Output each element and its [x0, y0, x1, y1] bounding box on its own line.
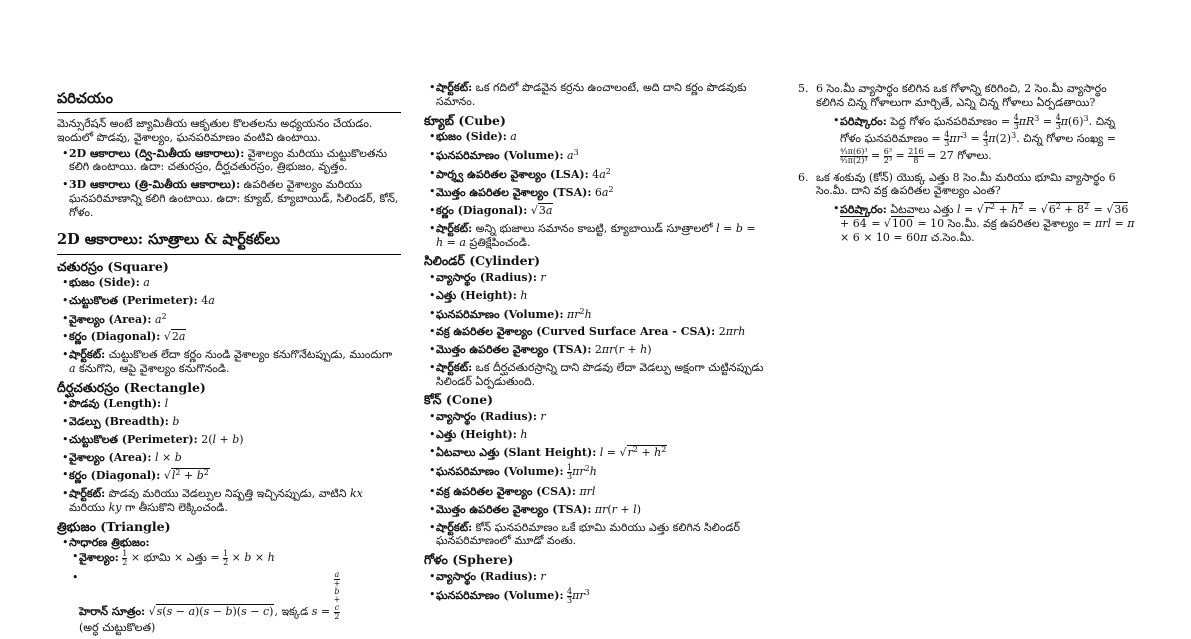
list-item: • షార్ట్‌కట్: పొడవు మరియు వెడల్పుల నిష్పత్తి ఇచ్చినప్పుడు, వాటిని kx మరియు ky గా తీసుకొని లెక్కించండి. — [69, 487, 401, 515]
column-right — [798, 78, 1138, 250]
formula-label: మొత్తం ఉపరితల వైశాల్యం (TSA): — [436, 502, 592, 516]
formula-label: పొడవు (Length): — [69, 397, 162, 411]
list-item: • పొడవు (Length): l — [69, 397, 401, 411]
triangle-heading: త్రిభుజం (Triangle) — [57, 518, 171, 534]
list-item: • పార్శ్వ ఉపరితల వైశాల్యం (LSA): $4a^2$ — [436, 167, 766, 182]
list-item: • మొత్తం ఉపరితల వైశాల్యం (TSA): πr(r + l) — [436, 503, 766, 517]
triangle-list — [57, 536, 401, 635]
solution-text: . చిన్న గోళాల సంఖ్య = — [1016, 131, 1116, 145]
shortcut-text: ఒక గదిలో పొడవైన కర్రను ఉంచాలంటే, అది దాని కర్ణం పొడవుకు సమానం. — [436, 81, 747, 108]
formula-label: ఎత్తు (Height): — [436, 427, 517, 441]
shortcut-label: షార్ట్‌కట్: — [69, 348, 106, 362]
list-item: • ఏటవాలు ఎత్తు (Slant Height): $l = √r^2 + h^2$ — [436, 445, 766, 460]
formula-label: వక్ర ఉపరితల వైశాల్యం (Curved Surface Area - CSA): — [436, 325, 716, 339]
bullet-text: వైశాల్యం మరియు చుట్టుకొలతను కలిగి ఉంటాయి. ఉదా: చతురస్రం, దీర్ఘచతురస్రం, త్రిభుజం, వృత్తం. — [69, 146, 388, 174]
square-heading: చతురస్రం (Square) — [57, 258, 169, 274]
list-item — [436, 81, 766, 109]
shortcut-text: కనుగొని, ఆపై వైశాల్యం కనుగొనండి. — [75, 361, 230, 375]
formula-label: కర్ణం (Diagonal): — [436, 204, 528, 218]
shortcut-text: కోన్ ఘనపరిమాణం ఒకే భూమి మరియు ఎత్తు కలిగిన సిలిండర్ ఘనపరిమాణంలో మూడో వంతు. — [436, 520, 740, 548]
formula-label: భుజం (Side): — [436, 130, 507, 144]
list-item — [69, 536, 401, 635]
solution-text: చ.సెం.మీ. — [927, 230, 975, 244]
section-heading-2d: 2D ఆకారాలు: సూత్రాలు & షార్ట్‌కట్‌లు — [57, 231, 401, 254]
list-item: • భుజం (Side): a — [436, 130, 766, 144]
list-item: • వైశాల్యం (Area): $a^2$ — [69, 312, 401, 327]
formula-label: వ్యాసార్థం (Radius): — [436, 569, 537, 583]
shortcut-label: షార్ట్‌కట్: — [436, 520, 473, 534]
solution-label: పరిష్కారం: — [840, 203, 887, 216]
rectangle-list — [57, 397, 401, 514]
intro-list — [57, 147, 401, 220]
question-number: 6. — [798, 170, 809, 184]
list-item: • ఎత్తు (Height): h — [436, 428, 766, 442]
formula-label: ఘనపరిమాణం (Volume): — [436, 148, 564, 162]
sphere-heading: గోళం (Sphere) — [424, 552, 514, 568]
cone-list — [424, 410, 766, 548]
shortcut-label: షార్ట్‌కట్: — [69, 487, 106, 500]
solution-list — [816, 114, 1138, 165]
sphere-list — [424, 570, 766, 605]
list-item: • వ్యాసార్థం (Radius): r — [436, 570, 766, 584]
list-item: • కర్ణం (Diagonal): √3a — [436, 204, 766, 218]
shortcut-text: ఒక దీర్ఘచతురస్రాన్ని దాని పొడవు లేదా వెడల్పు అక్షంగా చుట్టినప్పుడు సిలిండర్ ఏర్పడుతుంది. — [436, 360, 764, 388]
cube-heading: క్యూబ్ (Cube) — [424, 112, 506, 128]
formula-label: ఎత్తు (Height): — [436, 288, 517, 302]
solution-text: = 10 సెం.మీ. వక్ర ఉపరితల వైశాల్యం = — [913, 216, 1096, 230]
formula-label: వైశాల్యం (Area): — [69, 450, 152, 464]
square-list — [57, 276, 401, 376]
shortcut-text: ప్రతిక్షేపించండి. — [465, 235, 531, 249]
question-text: 6 సెం.మీ వ్యాసార్థం కలిగిన ఒక గోళాన్ని కరిగించి, 2 సెం.మీ వ్యాసార్థం కలిగిన చిన్న గోళాలుగా మార్చితే, ఎన్ని చిన్న గోళాలు ఏర్పడతాయి? — [816, 82, 1107, 109]
formula-label: ఘనపరిమాణం (Volume): — [436, 465, 564, 479]
list-item: • వెడల్పు (Breadth): b — [69, 415, 401, 429]
cylinder-heading: సిలిండర్ (Cylinder) — [424, 253, 541, 269]
list-item: • ఘనపరిమాణం (Volume): $\pi r^2h$ — [436, 307, 766, 322]
cone-heading: కోన్ (Cone) — [424, 392, 494, 408]
intro-heading: పరిచయం — [57, 90, 401, 113]
question-item — [798, 170, 1138, 245]
formula-label: ఘనపరిమాణం (Volume): — [436, 588, 564, 602]
formula-label: వ్యాసార్థం (Radius): — [436, 271, 537, 284]
shortcut-text: మరియు — [69, 500, 109, 514]
solution-label: పరిష్కారం: — [840, 114, 887, 128]
list-item: • చుట్టుకొలత (Perimeter): 2(l + b) — [69, 433, 401, 447]
formula-label: వక్ర ఉపరితల వైశాల్యం (CSA): — [436, 485, 576, 499]
formula-label: చుట్టుకొలత (Perimeter): — [69, 432, 198, 446]
formula-label: పార్శ్వ ఉపరితల వైశాల్యం (LSA): — [436, 167, 589, 181]
list-item: • ఘనపరిమాణం (Volume): $\frac{1}{3}$ $\pi r^2h$ — [436, 464, 766, 481]
shortcut-text: చుట్టుకొలత లేదా కర్ణం నుండి వైశాల్యం కనుగొనేటప్పుడు, ముందుగా — [105, 348, 393, 362]
list-item: • ఘనపరిమాణం (Volume): $\frac{4}{3}$ $\pi r^3$ — [436, 588, 766, 605]
solution-item: • పరిష్కారం: ఏటవాలు ఎత్తు $l = √r^2 + h^2 = √6^2 + 8^2 = √36 + 64 = √100 = 10$ సెం.మీ. వక్ర ఉపరితల వైశాల్యం = πrl = π × 6 × 10 = 60π చ.సెం.మీ. — [840, 202, 1138, 244]
cube-list — [424, 130, 766, 249]
solution-text: = 27 గోళాలు. — [923, 148, 992, 162]
formula-label: వ్యాసార్థం (Radius): — [436, 409, 537, 423]
solution-text: . చిన్న గోళం ఘనపరిమాణం = — [840, 114, 1116, 145]
list-item: • కర్ణం (Diagonal): $√l^2 + b^2$ — [69, 468, 401, 483]
question-list — [798, 82, 1138, 244]
list-item: • ఘనపరిమాణం (Volume): $a^3$ — [436, 148, 766, 163]
list-item: • షార్ట్‌కట్: చుట్టుకొలత లేదా కర్ణం నుండి వైశాల్యం కనుగొనేటప్పుడు, ముందుగా a కనుగొని, ఆపై వైశాల్యం కనుగొనండి. — [69, 348, 401, 376]
list-item: • వక్ర ఉపరితల వైశాల్యం (CSA): πrl — [436, 485, 766, 499]
list-item: • వక్ర ఉపరితల వైశాల్యం (Curved Surface Area - CSA): 2πrh — [436, 325, 766, 339]
question-number: 5. — [798, 82, 809, 95]
shortcut-text: అన్ని భుజాలు సమానం కాబట్టి, క్యూబాయిడ్ సూత్రాలలో — [472, 221, 717, 235]
list-item: • వ్యాసార్థం (Radius): r — [436, 271, 766, 285]
list-item: • భుజం (Side): a — [69, 276, 401, 290]
bullet-label: 2D ఆకారాలు (ద్వి-మితీయ ఆకారాలు): — [69, 146, 245, 160]
bullet-label: 3D ఆకారాలు (త్రి-మితీయ ఆకారాలు): — [69, 178, 241, 192]
formula-label: ఏటవాలు ఎత్తు (Slant Height): — [436, 446, 597, 460]
list-item: • మొత్తం ఉపరితల వైశాల్యం (TSA): 2πr(r + h) — [436, 343, 766, 357]
column-left — [57, 78, 401, 639]
formula-label: ఘనపరిమాణం (Volume): — [436, 307, 564, 321]
formula-label: మొత్తం ఉపరితల వైశాల్యం (TSA): — [436, 186, 592, 200]
formula-label: కర్ణం (Diagonal): — [69, 469, 161, 483]
list-item — [436, 361, 766, 389]
shortcut-text: పొడవు మరియు వెడల్పుల నిష్పత్తి ఇచ్చినప్పుడు, వాటిని — [105, 487, 350, 500]
list-item — [436, 521, 766, 549]
formula-label: హెరాన్ సూత్రం: — [79, 604, 146, 618]
formula-label: కర్ణం (Diagonal): — [69, 330, 161, 344]
formula-label: చుట్టుకొలత (Perimeter): — [69, 293, 198, 307]
shortcut-text: గా తీసుకొని లెక్కించండి. — [121, 500, 228, 514]
list-item — [69, 178, 401, 219]
solution-text: పెద్ద గోళం ఘనపరిమాణం = — [886, 114, 1014, 128]
list-item: • వైశాల్యం: $\frac{1}{2}$ × భూమి × ఎత్తు = $\frac{1}{2}$ × b × h — [79, 550, 401, 567]
formula-label: వైశాల్యం (Area): — [69, 312, 152, 326]
list-item: • ఎత్తు (Height): h — [436, 289, 766, 303]
intro-paragraph: మెన్సురేషన్ అంటే జ్యామితీయ ఆకృతుల కొలతలను అధ్యయనం చేయడం. ఇందులో పొడవు, వైశాల్యం, ఘనపరిమాణం వంటివి ఉంటాయి. — [57, 117, 373, 144]
formula-text: , ఇక్కడ — [274, 604, 312, 618]
formula-label: వెడల్పు (Breadth): — [69, 415, 169, 428]
formula-label: భుజం (Side): — [69, 276, 140, 290]
top-shortcut-list — [424, 81, 766, 109]
rectangle-heading: దీర్ఘచతురస్రం (Rectangle) — [57, 379, 206, 395]
formula-text: × భూమి × ఎత్తు = — [127, 550, 224, 564]
bullet-text: ఉపరితల వైశాల్యం మరియు ఘనపరిమాణాన్ని కలిగి ఉంటాయి. ఉదా: క్యూబ్, క్యూబాయిడ్, సిలిండర్, కోన్, గోళం. — [69, 178, 399, 219]
shortcut-label: షార్ట్‌కట్: — [436, 81, 473, 94]
formula-label: మొత్తం ఉపరితల వైశాల్యం (TSA): — [436, 343, 592, 356]
list-item — [69, 147, 401, 175]
solution-list — [816, 202, 1138, 244]
list-item: • మొత్తం ఉపరితల వైశాల్యం (TSA): $6a^2$ — [436, 185, 766, 200]
question-text: ఒక శంకువు (కోన్) యొక్క ఎత్తు 8 సెం.మీ మరియు భూమి వ్యాసార్థం 6 సెం.మీ. దాని వక్ర ఉపరితల వైశాల్యం ఎంత? — [816, 170, 1116, 198]
list-item: • వ్యాసార్థం (Radius): r — [436, 410, 766, 424]
list-item: • షార్ట్‌కట్: అన్ని భుజాలు సమానం కాబట్టి, క్యూబాయిడ్ సూత్రాలలో l = b = h = a ప్రతిక్షేపించండి. — [436, 222, 766, 250]
question-item — [798, 82, 1138, 165]
formula-text: (అర్ధ చుట్టుకొలత) — [79, 620, 156, 634]
solution-item: • పరిష్కారం: పెద్ద గోళం ఘనపరిమాణం = $\frac{4}{3}$ $\pi R^3$ = $\frac{4}{3}$ $\pi(6)^3$. చిన్న గోళం ఘనపరిమాణం = $\frac{4}{3}$ $\pi r^3$ = $\frac{4}{3}$ $\pi(2)^3$. చిన్న గోళాల సంఖ్య = $\frac{\text{⁴⁄₃π(6)³}}{\text{⁴⁄₃π(2)³}}$ = $\frac{\text{6³}}{\text{2³}}$ = $\frac{216}{8}$ = 27 గోళాలు. — [840, 114, 1138, 165]
list-item: • కర్ణం (Diagonal): √2a — [69, 330, 401, 344]
subheading-label: సాధారణ త్రిభుజం: — [69, 536, 150, 550]
shortcut-label: షార్ట్‌కట్: — [436, 360, 473, 374]
list-item: • వైశాల్యం (Area): l × b — [69, 451, 401, 465]
formula-label: వైశాల్యం: — [79, 550, 119, 564]
solution-text: ఏటవాలు ఎత్తు — [886, 203, 957, 216]
cylinder-list — [424, 271, 766, 388]
column-middle — [424, 78, 766, 609]
shortcut-label: షార్ట్‌కట్: — [436, 221, 473, 235]
list-item: • చుట్టుకొలత (Perimeter): 4a — [69, 294, 401, 308]
list-item: • హెరాన్ సూత్రం: √s(s − a)(s − b)(s − c), ఇక్కడ s = a + b + c 2 (అర్ధ చుట్టుకొలత) — [79, 571, 401, 635]
